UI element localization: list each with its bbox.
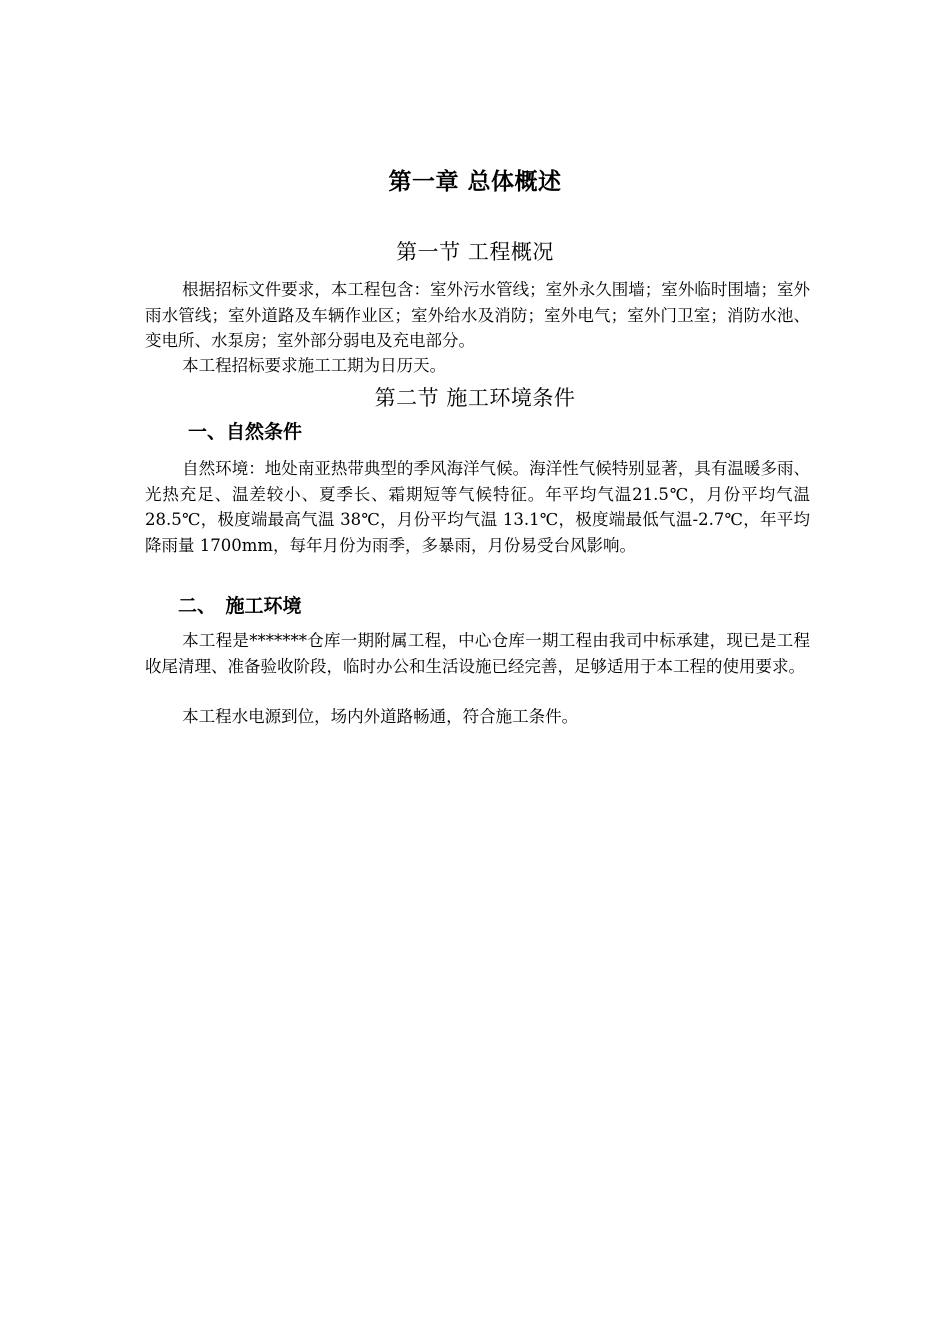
section-title-overview: 第一节 工程概况 [396, 240, 554, 264]
construction-environment-paragraph: 本工程是*******仓库一期附属工程，中心仓库一期工程由我司中标承建，现已是工程收尾清理、准备验收阶段，临时办公和生活设施已经完善，足够适用于本工程的使用要求。 [145, 631, 810, 676]
subsection-title-natural: 一、自然条件 [188, 421, 303, 443]
section-title-environment: 第二节 施工环境条件 [374, 386, 576, 410]
overview-paragraph-duration: 本工程招标要求施工工期为日历天。 [182, 356, 447, 375]
natural-conditions-paragraph: 自然环境：地处南亚热带典型的季风海洋气候。海洋性气候特别显著，具有温暖多雨、光热充足、温差较小、夏季长、霜期短等气候特征。年平均气温21.5℃，月份平均气温 28.5℃，极度端最高气温 38℃，月份平均气温 13.1℃，极度端最低气温-2.7℃，年平均降雨量 1700mm，每年月份为雨季，多暴雨，月份易受台风影响。 [145, 459, 810, 555]
subsection-title-construction: 二、 施工环境 [178, 595, 302, 617]
overview-paragraph-scope: 根据招标文件要求，本工程包含：室外污水管线；室外永久围墙；室外临时围墙；室外雨水管线；室外道路及车辆作业区；室外给水及消防；室外电气；室外门卫室；消防水池、变电所、水泵房；室外部分弱电及充电部分。 [145, 280, 810, 350]
chapter-title: 第一章 总体概述 [388, 169, 562, 195]
utilities-paragraph: 本工程水电源到位，场内外道路畅通，符合施工条件。 [182, 707, 579, 726]
